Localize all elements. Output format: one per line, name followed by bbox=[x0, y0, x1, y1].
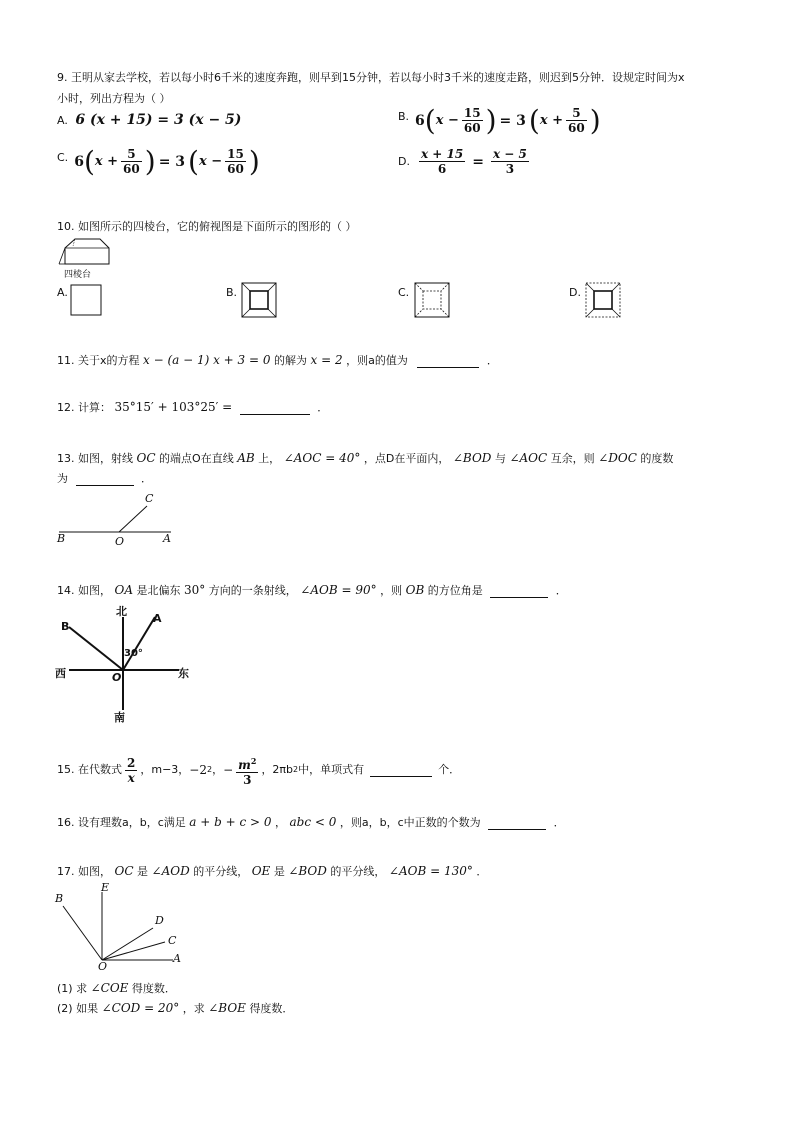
q17-prefix: 17. 如图， bbox=[57, 865, 111, 878]
q9-option-d-numerator2: x − 5 bbox=[492, 147, 527, 161]
q14-middle: 是北偏东 bbox=[136, 584, 181, 597]
q9-text-line1: 9. 王明从家去学校，若以每小时6千米的速度奔跑，则早到15分钟，若以每小时3千米的速度走路，则迟到5分钟．设规定时间为x bbox=[57, 71, 685, 84]
q14-text bbox=[57, 583, 567, 598]
q16-condition1: a + b + c > 0 bbox=[189, 815, 272, 829]
q9-option-b-denominator: 60 bbox=[463, 121, 481, 135]
q17-mid2: 的平分线， bbox=[193, 865, 249, 878]
q14-compass-figure bbox=[55, 605, 195, 715]
q15-text bbox=[57, 754, 460, 786]
q9-option-c-var2: x − bbox=[198, 154, 223, 169]
q11-middle: 的解为 bbox=[274, 354, 308, 367]
q17-part1-prefix: (1) 求 bbox=[57, 982, 88, 995]
q13-text-b: 的端点O在直线 bbox=[159, 452, 234, 465]
q14-prefix: 14. 如图， bbox=[57, 584, 111, 597]
q11-answer-blank[interactable] bbox=[417, 367, 479, 368]
q13-text-line1 bbox=[57, 451, 673, 466]
q9-option-c-fraction bbox=[121, 147, 142, 176]
q16-suffix: ，则a，b，c中正数的个数为 bbox=[339, 816, 481, 829]
q14-suffix: 的方位角是 bbox=[427, 584, 483, 597]
q13-text-line2 bbox=[57, 472, 152, 486]
q17-label-b: B bbox=[55, 892, 64, 905]
q9-option-d bbox=[398, 147, 532, 176]
q12-prefix: 12. 计算： bbox=[57, 401, 111, 414]
q17-part2-prefix: (2) 如果 bbox=[57, 1002, 99, 1015]
q9-option-b bbox=[398, 104, 601, 137]
q17-angle-aod: ∠AOD bbox=[151, 864, 190, 878]
q9-option-d-label: D. bbox=[398, 155, 410, 168]
q9-option-d-equals: = bbox=[472, 153, 484, 170]
q9-option-c bbox=[57, 145, 260, 178]
q9-option-c-paren2-close: ) bbox=[248, 145, 260, 178]
q9-option-c-var: x + bbox=[94, 154, 119, 169]
q12-end: ． bbox=[317, 401, 329, 414]
q10-text: 10. 如图所示的四棱台，它的俯视图是下面所示的图形的（ ） bbox=[57, 220, 357, 233]
q9-option-b-coef: 6 bbox=[415, 112, 425, 129]
q14-ray-oa: OA bbox=[114, 583, 134, 597]
q16-answer-blank[interactable] bbox=[488, 829, 546, 830]
q17-part2-angle-boe: ∠BOE bbox=[208, 1001, 246, 1015]
q9-option-b-paren-open: ( bbox=[424, 104, 436, 137]
q15-power: 2 bbox=[207, 765, 213, 774]
q14-middle2: 方向的一条射线， bbox=[208, 584, 297, 597]
q17-angle-bod: ∠BOD bbox=[288, 864, 327, 878]
q17-part1 bbox=[57, 981, 176, 996]
q17-mid4: 的平分线， bbox=[330, 865, 386, 878]
q14-label-south: 南 bbox=[114, 711, 125, 724]
q17-end: ． bbox=[476, 865, 488, 878]
q9-option-b-paren-close: ) bbox=[485, 104, 497, 137]
q10-frustum-caption: 四棱台 bbox=[64, 270, 92, 280]
q17-label-d: D bbox=[155, 914, 164, 927]
q11-solution: x = 2 bbox=[310, 353, 343, 367]
q13-label-b: B bbox=[57, 532, 66, 545]
q11-prefix: 11. 关于x的方程 bbox=[57, 354, 140, 367]
q14-label-angle: 30° bbox=[124, 648, 143, 659]
q12-answer-blank[interactable] bbox=[240, 414, 310, 415]
q14-label-north: 北 bbox=[116, 605, 127, 618]
q9-option-d-fraction2 bbox=[491, 147, 529, 176]
q15-sep2: ， bbox=[212, 763, 224, 776]
q9-option-b-fraction2 bbox=[566, 106, 587, 135]
q11-end: ． bbox=[486, 354, 498, 367]
q13-text-f: 互余，则 bbox=[550, 452, 595, 465]
q15-fraction-num: 2 bbox=[127, 755, 136, 770]
q9-option-c-equals: = 3 bbox=[158, 153, 186, 170]
q9-option-b-var2: x + bbox=[539, 113, 564, 128]
q15-prefix: 15. 在代数式 bbox=[57, 763, 122, 776]
q16-end: ． bbox=[553, 816, 565, 829]
q9-option-d-denominator1: 6 bbox=[437, 162, 447, 176]
q17-part2-mid: ，求 bbox=[182, 1002, 205, 1015]
q11-suffix: ，则a的值为 bbox=[346, 354, 408, 367]
q9-option-c-numerator: 5 bbox=[121, 147, 142, 162]
q16-prefix: 16. 设有理数a，b，c满足 bbox=[57, 816, 186, 829]
q14-label-east: 东 bbox=[178, 667, 189, 680]
q13-end: ． bbox=[141, 472, 152, 485]
q10-option-b-label: B. bbox=[226, 286, 238, 299]
q14-label-a: A bbox=[153, 612, 162, 625]
q17-mid3: 是 bbox=[273, 865, 285, 878]
q13-angle-doc: ∠DOC bbox=[598, 451, 637, 465]
q17-part2-suffix: 得度数． bbox=[249, 1002, 294, 1015]
q17-ray-oe: OE bbox=[251, 864, 271, 878]
q15-sep3: ，2πb bbox=[261, 763, 294, 776]
q13-text-d: ，点D在平面内， bbox=[363, 452, 450, 465]
q15-fraction-den: x bbox=[127, 770, 135, 785]
q17-part1-suffix: 得度数． bbox=[131, 982, 176, 995]
q15-fraction-2-over-x bbox=[125, 756, 137, 785]
q15-fraction-m2-over-3 bbox=[236, 754, 258, 787]
q9-option-c-label: C. bbox=[57, 151, 69, 164]
q13-angle-aoc: ∠AOC bbox=[509, 451, 548, 465]
q17-part1-angle-coe: ∠COE bbox=[90, 981, 129, 995]
q15-answer-blank[interactable] bbox=[370, 764, 432, 777]
q15-fraction2-den: 3 bbox=[243, 772, 252, 787]
q9-option-b-numerator2: 5 bbox=[566, 106, 587, 121]
q11-text bbox=[57, 353, 498, 368]
q9-option-a bbox=[57, 112, 241, 128]
q9-option-b-paren2-open: ( bbox=[528, 104, 540, 137]
q15-neg-sign: − bbox=[223, 763, 234, 777]
q13-ray-oc: OC bbox=[136, 451, 156, 465]
q9-option-d-denominator2: 3 bbox=[505, 162, 515, 176]
q13-line-ab: AB bbox=[237, 451, 255, 465]
q13-text-a: 13. 如图，射线 bbox=[57, 452, 133, 465]
q10-option-d-label: D. bbox=[569, 286, 581, 299]
q9-option-b-var: x − bbox=[435, 113, 459, 128]
q15-fraction2-num bbox=[236, 754, 258, 773]
q15-neg-two: −2 bbox=[189, 763, 207, 777]
q13-text-c: 上， bbox=[258, 452, 281, 465]
q14-middle3: ，则 bbox=[380, 584, 403, 597]
q17-label-c: C bbox=[168, 934, 177, 947]
q13-label-a: A bbox=[163, 532, 171, 545]
q14-ray-ob: OB bbox=[405, 583, 425, 597]
q14-label-o: O bbox=[112, 671, 122, 684]
q15-suffix: 中，单项式有 bbox=[298, 763, 365, 776]
q14-label-b: B bbox=[61, 620, 70, 633]
q17-label-e: E bbox=[101, 881, 110, 894]
q9-option-c-denominator: 60 bbox=[123, 162, 140, 176]
q14-label-west: 西 bbox=[55, 667, 66, 680]
q14-angle-aob: ∠AOB = 90° bbox=[300, 583, 377, 597]
q9-option-a-equation: 6 (x + 15) = 3 (x − 5) bbox=[75, 112, 242, 128]
q17-mid1: 是 bbox=[137, 865, 149, 878]
q17-text bbox=[57, 864, 487, 879]
q17-label-a: A bbox=[173, 952, 181, 965]
q15-end: 个． bbox=[438, 763, 461, 776]
q9-option-b-denominator2: 60 bbox=[568, 121, 585, 135]
q14-end: ． bbox=[555, 584, 567, 597]
q9-option-c-denominator2: 60 bbox=[227, 162, 244, 176]
q13-angle-aoc-value: ∠AOC = 40° bbox=[283, 451, 361, 465]
q14-answer-blank[interactable] bbox=[490, 597, 548, 598]
q16-sep: ， bbox=[275, 816, 287, 829]
q17-part2-angle-cod: ∠COD = 20° bbox=[101, 1001, 180, 1015]
q9-option-b-paren2-close: ) bbox=[589, 104, 601, 137]
q15-sep1: ，m−3， bbox=[140, 763, 190, 776]
q13-text-e: 与 bbox=[494, 452, 506, 465]
q9-option-b-equals: = 3 bbox=[499, 112, 526, 129]
q15-power2: 2 bbox=[293, 765, 299, 774]
q16-text bbox=[57, 815, 565, 830]
q15-fraction2-power: 2 bbox=[250, 755, 257, 766]
q9-option-b-fraction bbox=[462, 106, 483, 135]
q10-option-b-figure bbox=[241, 282, 277, 318]
q9-option-c-paren-close: ) bbox=[144, 145, 156, 178]
q9-option-d-numerator1: x + 15 bbox=[420, 147, 464, 161]
q10-option-c-figure bbox=[414, 282, 450, 318]
q16-condition2: abc < 0 bbox=[289, 815, 337, 829]
q17-label-o: O bbox=[98, 960, 108, 973]
q11-equation: x − (a − 1) x + 3 = 0 bbox=[143, 353, 271, 367]
q13-angle-bod: ∠BOD bbox=[452, 451, 492, 465]
q9-option-c-paren-open: ( bbox=[83, 145, 95, 178]
q9-option-c-fraction2 bbox=[225, 147, 246, 176]
q13-text-g: 的度数 bbox=[640, 452, 674, 465]
q12-expression: 35°15′ + 103°25′ = bbox=[114, 400, 233, 414]
q17-part2 bbox=[57, 1001, 293, 1016]
q14-degree: 30° bbox=[184, 583, 206, 597]
q17-angle-aob: ∠AOB = 130° bbox=[388, 864, 473, 878]
q10-option-a-figure bbox=[70, 284, 102, 316]
q9-option-a-label: A. bbox=[57, 114, 68, 127]
q9-option-b-label: B. bbox=[398, 110, 410, 123]
q9-option-c-numerator2: 15 bbox=[227, 147, 244, 161]
q13-label-o: O bbox=[115, 535, 125, 548]
q13-text-line2-prefix: 为 bbox=[57, 472, 68, 485]
q17-figure bbox=[55, 880, 185, 975]
q9-option-c-coef: 6 bbox=[74, 153, 84, 170]
q15-fraction2-var: m bbox=[238, 757, 251, 772]
q12-text bbox=[57, 400, 328, 415]
q9-option-b-numerator: 15 bbox=[463, 106, 481, 120]
q10-option-d-figure bbox=[585, 282, 621, 318]
q13-answer-blank[interactable] bbox=[76, 485, 134, 486]
q13-label-c: C bbox=[145, 492, 154, 505]
q9-text-line2: 小时，列出方程为（ ） bbox=[57, 92, 171, 105]
q10-option-c-label: C. bbox=[398, 286, 410, 299]
q9-option-d-fraction1 bbox=[419, 147, 465, 176]
q10-option-a-label: A. bbox=[57, 286, 68, 299]
q9-option-c-paren2-open: ( bbox=[188, 145, 199, 178]
q17-ray-oc: OC bbox=[114, 864, 134, 878]
